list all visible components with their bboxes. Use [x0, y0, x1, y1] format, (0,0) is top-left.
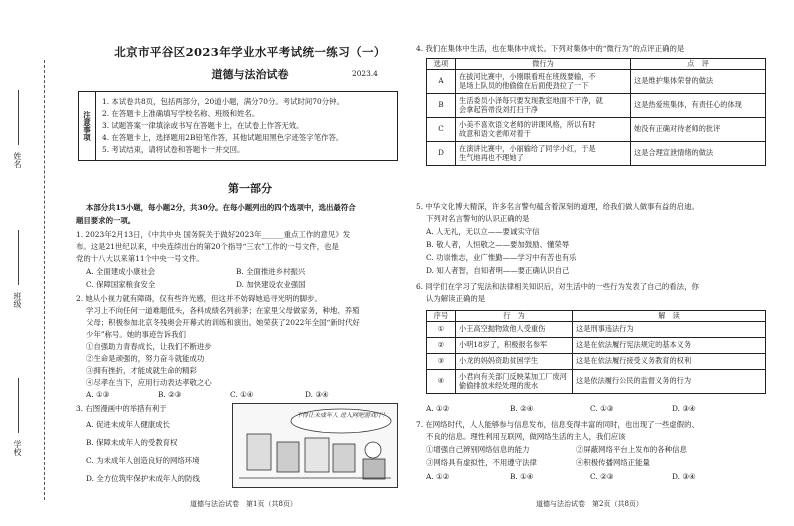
q7-item: ①增强自己辨别网络信息的能力 [426, 445, 530, 454]
q1-stem-line: 党的十八大以来第11个中央一号文件。 [76, 254, 204, 263]
q4-header-option: 选项 [427, 59, 456, 70]
school-label: 学校 [13, 440, 22, 456]
q4-header-behavior: 微行为 [456, 59, 631, 70]
q6-row-number: ③ [427, 354, 456, 370]
q7-item: ②屏蔽网络平台上发布的各种信息 [576, 445, 687, 454]
q2-item: ④尽孝在当下，应用行动表达孝敬之心 [86, 378, 212, 387]
q4-row-option: D [427, 142, 456, 166]
q1-option[interactable]: A. 全面建成小康社会 [86, 267, 156, 276]
cartoon-caption: 不得让未成年人 进入网吧游戏厅！ [296, 412, 388, 419]
name-label: 姓名 [13, 152, 22, 168]
q7-stem-line: 不良的信息。理性利用互联网，做网络生活的主人，我们应该 [426, 432, 626, 441]
q6-row-number: ① [427, 322, 456, 338]
q1-stem-line: 1. 2023年2月13日，《中共中央 国务院关于做好2023年______重点工作的意见》发 [76, 230, 351, 239]
q4-row-option: C [427, 118, 456, 142]
q6-row-reading: 这是依法履行公民的监督义务的行为 [573, 370, 766, 394]
class-field-line[interactable] [18, 230, 19, 285]
q6-header-reading: 解 读 [573, 311, 766, 322]
q2-stem-line: 少年”称号。她的事迹告诉我们 [86, 330, 186, 339]
q2-item: ①自强助力青春成长，让我们不断进步 [86, 342, 212, 351]
q4-row-behavior: 小美不喜欢语文老师的讲课风格，所以有时 [459, 120, 596, 129]
q4-row-review: 她没有正确对待老师的批评 [631, 118, 766, 142]
q6-table [426, 310, 766, 394]
name-field-line[interactable] [18, 90, 19, 145]
notice-line: 4. 在答题卡上，选择题用2B铅笔作答，其他试题用黑色字迹签字笔作答。 [102, 133, 344, 142]
q4-stem: 4. 我们在集体中生活，也在集体中成长。下列对集体中的“微行为”的点评正确的是 [416, 44, 685, 53]
q5-stem-line: 下列对名言警句的认识正确的是 [426, 214, 530, 223]
q4-row-behavior: 是场上队员的他偷偷在后面使劲拉了一下 [459, 80, 589, 90]
q6-option[interactable]: B. ②④ [510, 404, 534, 413]
q6-stem-line: 认为解读正确的是 [426, 294, 486, 303]
part-intro-line: 本部分共15小题，每小题2分，共30分。在每小题列出的四个选项中，选出最符合 [86, 203, 356, 212]
q6-row-behavior: 小君向有关部门反映某加工厂废河 [459, 372, 567, 381]
q4-header-review: 点 评 [631, 59, 766, 70]
q6-row-number: ② [427, 338, 456, 354]
q3-option[interactable]: A. 促进未成年人健康成长 [86, 420, 170, 429]
q1-stem-line: 布。这是21世纪以来，中央连续出台的第20个指导“三农”工作的一号文件，也是 [76, 242, 339, 251]
exam-title: 北京市平谷区2023年学业水平考试统一练习（一） [114, 45, 386, 59]
notice-label: 注意事项 [79, 92, 96, 161]
q2-option[interactable]: B. ②③ [158, 390, 182, 399]
cartoon-illustration [232, 403, 398, 488]
q7-item: ③网络具有虚拟性，不用遵守法律 [426, 458, 537, 467]
q2-stem-line: 学习上不向任何一道难题低头，各科成绩名列前茅；在家里父母做家务，种地、养殖 [86, 306, 360, 315]
q6-row-number: ④ [427, 370, 456, 394]
part-intro-line: 题目要求的一项。 [76, 216, 136, 225]
q2-option[interactable]: D. ③④ [305, 390, 329, 399]
q4-row-behavior: 生气地再也不理她了 [459, 152, 524, 162]
q5-stem-line: 5. 中华文化博大精深，许多名言警句蕴含着深刻的道理，给我们做人做事有益的启迪。 [416, 202, 699, 211]
q1-option[interactable]: B. 全面推进乡村振兴 [236, 267, 306, 276]
q6-row-reading: 这是刑事违法行为 [573, 322, 766, 338]
q4-row-review: 这是合理宣泄情绪的做法 [631, 142, 766, 166]
page2-footer: 道德与法治试卷 第2页（共8页） [536, 500, 643, 508]
page1-footer: 道德与法治试卷 第1页（共8页） [190, 500, 297, 508]
q4-row-behavior: 故意和语文老师对着干 [459, 128, 531, 138]
q1-option[interactable]: D. 加快建设农业强国 [236, 280, 306, 289]
q4-row-behavior: 在演讲比赛中，小丽输给了同学小红，于是 [459, 144, 596, 153]
class-label: 班级 [13, 292, 22, 308]
q4-row-review: 这是维护集体荣誉的做法 [631, 70, 766, 94]
q3-stem: 3. 右图漫画中的举措有利于 [76, 404, 167, 413]
q6-row-behavior: 小王高空抛物致他人受重伤 [456, 322, 573, 338]
q3-option[interactable]: B. 保障未成年人的受教育权 [86, 438, 178, 447]
q7-option[interactable]: A. ①② [426, 472, 450, 481]
q4-row-option: A [427, 70, 456, 94]
school-field-line[interactable] [18, 378, 19, 433]
q6-header-number: 序号 [427, 311, 456, 322]
q6-header-behavior: 行 为 [456, 311, 573, 322]
q6-row-behavior: 小明18岁了，积极报名参军 [456, 338, 573, 354]
q7-item: ④积极传播网络正能量 [576, 458, 650, 467]
exam-subject: 道德与法治试卷 [211, 68, 289, 81]
q7-stem-line: 7. 在网络时代，人人能够参与信息发布，信息变得丰富的同时，也出现了一些虚假的、 [416, 420, 699, 429]
q5-option[interactable]: D. 知人者智，自知者明——要正确认识自己 [426, 266, 570, 275]
q2-stem-line: 父母；积极参加北京冬残奥会开幕式的训练和演出。她荣获了2022年全国“新时代好 [86, 318, 360, 327]
notice-line: 3. 试题答案一律填涂或书写在答题卡上，在试卷上作答无效。 [102, 121, 304, 130]
q7-option[interactable]: B. ①④ [510, 472, 534, 481]
notice-line: 2. 在答题卡上准确填写学校名称、班级和姓名。 [102, 109, 260, 118]
q2-item: ②生命是顽强的，努力奋斗就能成功 [86, 354, 205, 363]
q5-option[interactable]: A. 人无礼，无以立——要诚实守信 [426, 227, 540, 236]
q7-option[interactable]: C. ②③ [590, 472, 614, 481]
q4-row-behavior: 会拿起笞帚没刘打扫干净 [459, 104, 539, 114]
part-title: 第一部分 [228, 182, 272, 195]
q3-option[interactable]: D. 全方位筑牢保护未成年人的防线 [86, 474, 200, 483]
q6-row-reading: 这是在依法履行接受义务教育的权利 [573, 354, 766, 370]
q2-option[interactable]: A. ①③ [86, 390, 110, 399]
q2-item: ③拥有挫折，才能成就生命的精彩 [86, 366, 197, 375]
q3-option[interactable]: C. 为未成年人创造良好的网络环境 [86, 456, 200, 465]
notice-line: 1. 本试卷共8页，包括两部分，20道小题，满分70分。考试时间70分钟。 [102, 97, 344, 106]
q6-row-reading: 这是在依法履行宪法规定的基本义务 [573, 338, 766, 354]
q4-row-review: 这是热爱班集体，有责任心的体现 [631, 94, 766, 118]
q6-row-behavior: 小龙的妈妈资助贫困学生 [456, 354, 573, 370]
q4-table [426, 58, 766, 166]
q6-row-behavior: 偷偷排放未经处理的废水 [459, 380, 539, 390]
q4-row-behavior: 生活委员小泽每只要发现教室地面不干净，就 [459, 96, 603, 105]
q7-option[interactable]: D. ③④ [672, 472, 696, 481]
q1-option[interactable]: C. 保障国家粮食安全 [86, 280, 156, 289]
exam-date: 2023.4 [352, 69, 378, 78]
q4-row-behavior: 在拔河比赛中，小刚眼看班在班级要输，不 [459, 72, 596, 81]
q5-option[interactable]: B. 敬人者，人恒敬之——要加鼓励、懂荣辱 [426, 240, 570, 249]
q6-option[interactable]: D. ③④ [672, 404, 696, 413]
notice-line: 5. 考试结束，请将试卷和答题卡一并交回。 [102, 145, 245, 154]
q4-row-option: B [427, 94, 456, 118]
q6-option[interactable]: C. ①③ [590, 404, 614, 413]
q6-stem-line: 6. 同学们在学习了宪法和法律相关知识后，对生活中的一些行为发表了自己的看法，你 [416, 282, 699, 291]
q6-option[interactable]: A. ①② [426, 404, 450, 413]
q2-stem-line: 2. 她从小视力就有障碍，仅有些许光感，但这并不妨碍她追寻光明的脚步。 [76, 294, 322, 303]
q2-option[interactable]: C. ①④ [230, 390, 254, 399]
notice-box [78, 91, 398, 161]
binding-line [44, 60, 45, 500]
q5-option[interactable]: C. 功崇惟志，业广惟勤——学习中有苦也有乐 [426, 253, 577, 262]
